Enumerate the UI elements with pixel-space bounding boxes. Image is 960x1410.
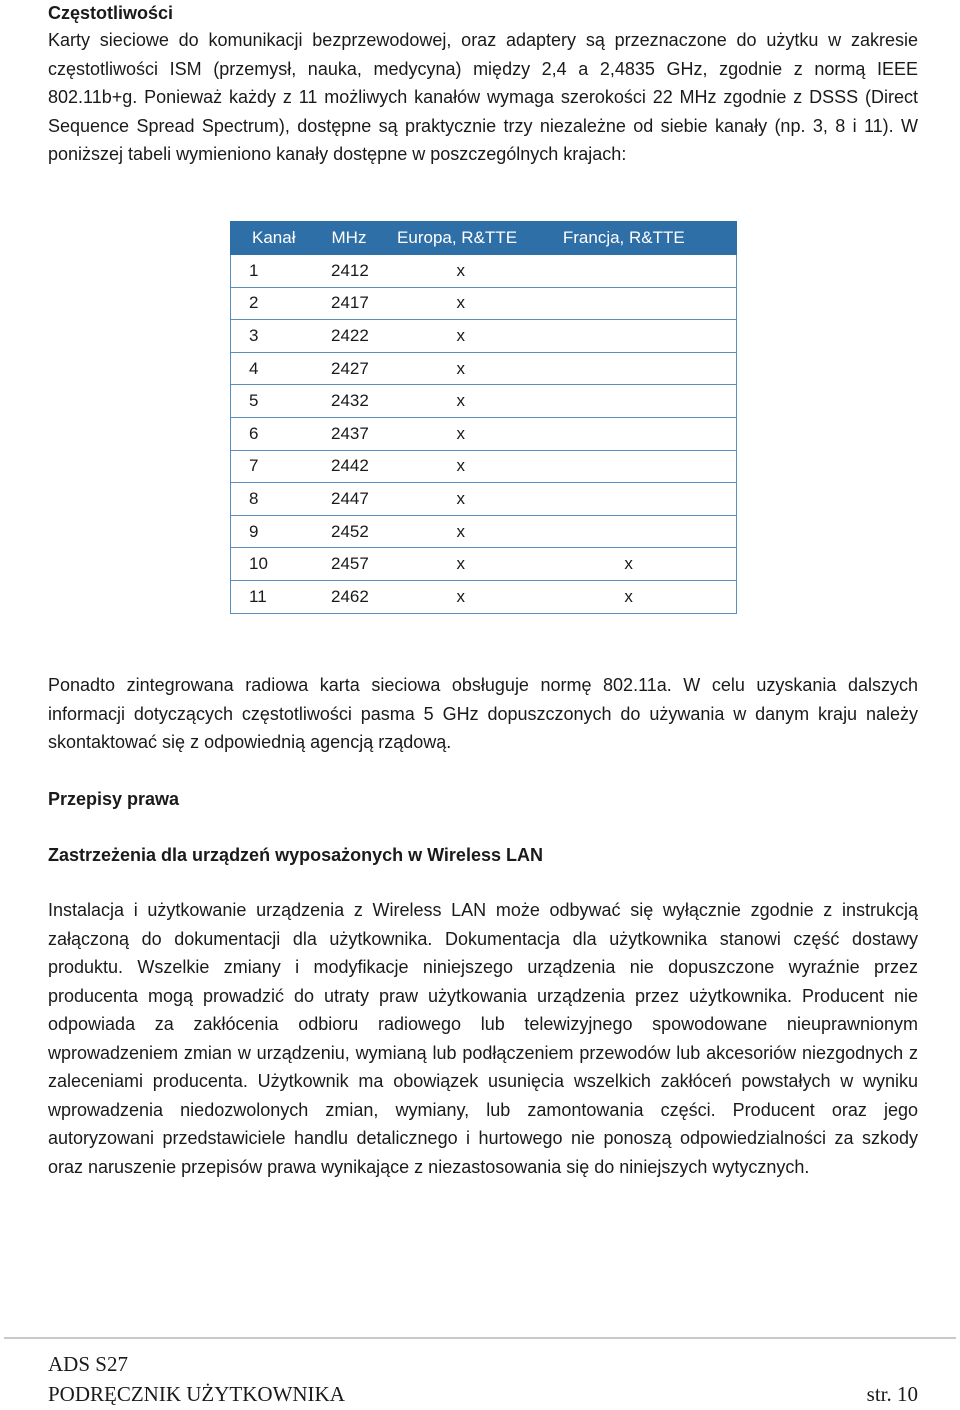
cell-europe: x bbox=[397, 450, 563, 483]
table-row bbox=[231, 450, 737, 483]
cell-mhz: 2457 bbox=[331, 548, 397, 581]
header-channel: Kanał bbox=[231, 222, 332, 255]
cell-europe: x bbox=[397, 580, 563, 613]
cell-channel: 1 bbox=[231, 255, 332, 288]
table-row bbox=[231, 287, 737, 320]
cell-channel: 8 bbox=[231, 483, 332, 516]
cell-mhz: 2442 bbox=[331, 450, 397, 483]
cell-channel: 9 bbox=[231, 515, 332, 548]
cell-france bbox=[562, 320, 736, 353]
cell-france: x bbox=[562, 548, 736, 581]
cell-channel: 2 bbox=[231, 287, 332, 320]
table-body bbox=[231, 255, 737, 614]
regulations-title: Przepisy prawa bbox=[48, 789, 180, 809]
footer-page-number: str. 10 bbox=[866, 1382, 918, 1406]
footer-model: ADS S27 bbox=[48, 1352, 128, 1376]
cell-france: x bbox=[562, 580, 736, 613]
cell-europe: x bbox=[397, 320, 563, 353]
table-row bbox=[231, 515, 737, 548]
cell-mhz: 2432 bbox=[331, 385, 397, 418]
cell-france bbox=[562, 352, 736, 385]
table-header-row bbox=[231, 222, 737, 255]
cell-channel: 3 bbox=[231, 320, 332, 353]
footer-manual-title: PODRĘCZNIK UŻYTKOWNIKA bbox=[48, 1382, 345, 1406]
footer-divider bbox=[4, 1337, 956, 1339]
cell-mhz: 2437 bbox=[331, 417, 397, 450]
cell-france bbox=[562, 287, 736, 320]
cell-mhz: 2427 bbox=[331, 352, 397, 385]
cell-europe: x bbox=[397, 483, 563, 516]
cell-france bbox=[562, 450, 736, 483]
table-row bbox=[231, 483, 737, 516]
page-content bbox=[48, 0, 918, 169]
header-europe: Europa, R&TTE bbox=[397, 222, 563, 255]
table-row bbox=[231, 320, 737, 353]
header-france: Francja, R&TTE bbox=[562, 222, 736, 255]
cell-channel: 10 bbox=[231, 548, 332, 581]
cell-channel: 11 bbox=[231, 580, 332, 613]
table-row bbox=[231, 580, 737, 613]
table-row bbox=[231, 255, 737, 288]
cell-france bbox=[562, 385, 736, 418]
cell-france bbox=[562, 515, 736, 548]
table-row bbox=[231, 385, 737, 418]
cell-channel: 6 bbox=[231, 417, 332, 450]
cell-europe: x bbox=[397, 287, 563, 320]
table-row bbox=[231, 417, 737, 450]
regulations-paragraph: Instalacja i użytkowanie urządzenia z Wireless LAN może odbywać się wyłącznie zgodnie z instrukcją załączoną do dokumentacji dla użytkownika. Dokumentacja dla użytkownika stanowi część dostawy produktu. Wszelkie zmiany i modyfikacje niniejszego urządzenia nie dopuszczone wyraźnie przez producenta mogą prowadzić do utraty praw użytkowania urządzenia przez użytkownika. Producent nie odpowiada za zakłócenia odbioru radiowego lub telewizyjnego spowodowane nieuprawnionym wprowadzeniem zmian w urządzeniu, wymianą lub podłączeniem przewodów lub akcesoriów niezgodnych z zaleceniami producenta. Użytkownik ma obowiązek usunięcia wszelkich zakłóceń powstałych w wyniku wprowadzenia niedozwolonych zmian, wymiany, lub zamontowania części. Producent oraz jego autoryzowani przedstawiciele handlu detalicznego i hurtowego nie ponoszą odpowiedzialności za szkody oraz naruszenie przepisów prawa wynikające z niezastosowania się do niniejszych wytycznych. bbox=[48, 900, 918, 1177]
table-row bbox=[231, 352, 737, 385]
cell-france bbox=[562, 417, 736, 450]
regulations-subtitle: Zastrzeżenia dla urządzeń wyposażonych w Wireless LAN bbox=[48, 845, 543, 865]
after-table-paragraph: Ponadto zintegrowana radiowa karta sieciowa obsługuje normę 802.11a. W celu uzyskania dalszych informacji dotyczących częstotliwości pasma 5 GHz dopuszczonych do używania w danym kraju należy skontaktować się z odpowiednią agencją rządową. bbox=[48, 675, 918, 752]
table-row bbox=[231, 548, 737, 581]
cell-channel: 5 bbox=[231, 385, 332, 418]
header-mhz: MHz bbox=[331, 222, 397, 255]
cell-mhz: 2452 bbox=[331, 515, 397, 548]
cell-mhz: 2447 bbox=[331, 483, 397, 516]
cell-europe: x bbox=[397, 548, 563, 581]
cell-mhz: 2462 bbox=[331, 580, 397, 613]
cell-europe: x bbox=[397, 255, 563, 288]
cell-france bbox=[562, 483, 736, 516]
cell-channel: 4 bbox=[231, 352, 332, 385]
cell-mhz: 2422 bbox=[331, 320, 397, 353]
cell-mhz: 2412 bbox=[331, 255, 397, 288]
cell-europe: x bbox=[397, 417, 563, 450]
cell-europe: x bbox=[397, 515, 563, 548]
section-title: Częstotliwości bbox=[48, 3, 174, 23]
cell-europe: x bbox=[397, 385, 563, 418]
channel-table bbox=[230, 221, 737, 614]
cell-mhz: 2417 bbox=[331, 287, 397, 320]
intro-paragraph: Karty sieciowe do komunikacji bezprzewodowej, oraz adaptery są przeznaczone do użytku w zakresie częstotliwości ISM (przemysł, nauka, medycyna) między 2,4 a 2,4835 GHz, zgodnie z normą IEEE 802.11b+g. Ponieważ każdy z 11 możliwych kanałów wymaga szerokości 22 MHz zgodnie z DSSS (Direct Sequence Spread Spectrum), dostępne są praktycznie trzy niezależne od siebie kanały (np. 3, 8 i 11). W poniższej tabeli wymieniono kanały dostępne w poszczególnych krajach: bbox=[48, 30, 918, 164]
cell-france bbox=[562, 255, 736, 288]
cell-europe: x bbox=[397, 352, 563, 385]
cell-channel: 7 bbox=[231, 450, 332, 483]
